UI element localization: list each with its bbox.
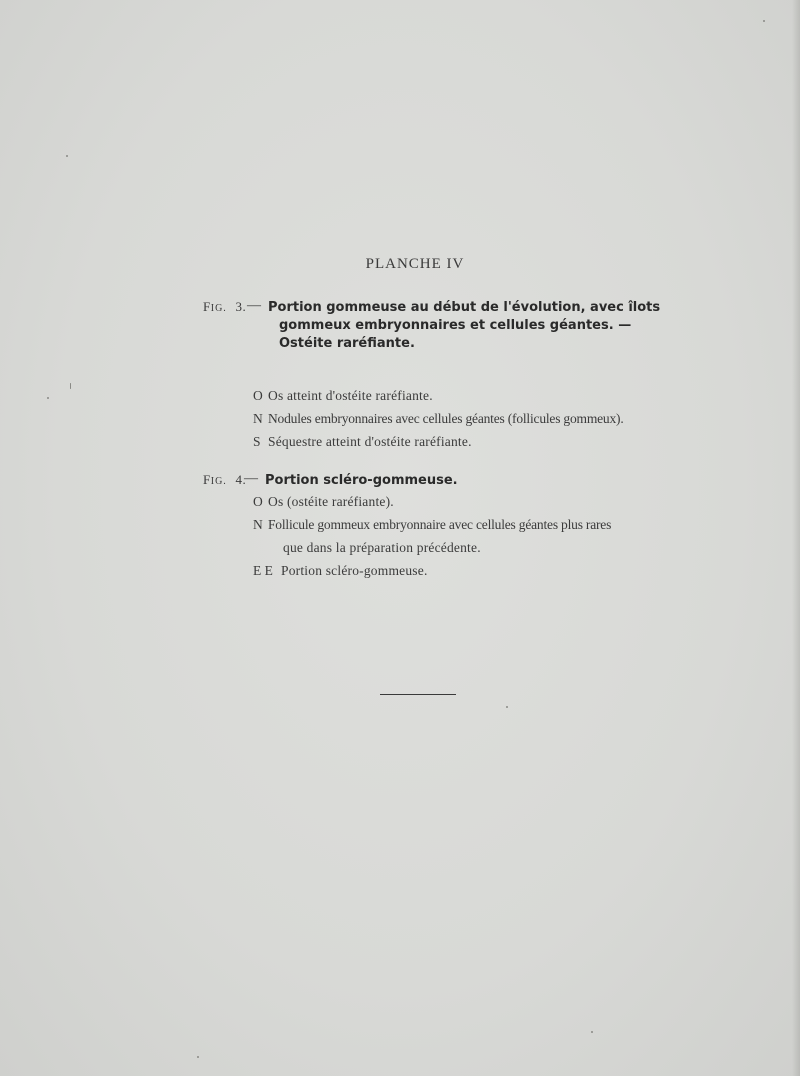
paper-speck — [197, 1056, 199, 1058]
fig4-item-letter-ee: E E — [253, 563, 273, 578]
fig4-item-text-continuation: que dans la préparation précédente. — [283, 540, 481, 555]
fig3-dash: — — [247, 298, 261, 313]
fig4-label — [203, 472, 246, 488]
fig4-label-smallcaps: IG. — [210, 476, 227, 487]
fig3-item-text-s: Séquestre atteint d'ostéite raréfiante. — [268, 434, 472, 449]
paper-speck — [66, 155, 68, 157]
paper-speck — [763, 20, 765, 22]
end-rule — [380, 694, 456, 695]
fig3-label-number: 3. — [235, 299, 247, 314]
paper-speck — [47, 397, 49, 399]
fig3-heading-line1: Portion gommeuse au début de l'évolution, avec îlots — [268, 300, 661, 315]
fig4-item-letter-o: O — [253, 494, 263, 509]
paper-speck — [506, 706, 508, 708]
fig4-label-number: 4. — [235, 472, 247, 487]
fig4-item-letter-n: N — [253, 517, 263, 532]
paper-speck — [70, 383, 71, 389]
fig3-item-letter-o: O — [253, 388, 263, 403]
paper-speck — [591, 1031, 593, 1033]
fig4-item-text-n: Follicule gommeux embryonnaire avec cellules géantes plus rares — [268, 517, 612, 532]
fig4-dash: — — [244, 471, 258, 486]
fig3-label-prefix: F — [203, 299, 211, 314]
fig3-label-smallcaps: IG. — [210, 303, 227, 314]
plate-title: PLANCHE IV — [365, 256, 465, 272]
fig3-label — [203, 299, 246, 315]
fig3-heading-line3: Ostéite raréfiante. — [279, 336, 415, 351]
fig4-heading: Portion scléro-gommeuse. — [265, 473, 458, 488]
fig3-item-letter-n: N — [253, 411, 263, 426]
fig3-item-letter-s: S — [253, 434, 261, 449]
fig4-item-text-ee: Portion scléro-gommeuse. — [281, 563, 428, 578]
fig3-heading-line2: gommeux embryonnaires et cellules géantes. — — [279, 318, 632, 333]
fig4-item-text-o: Os (ostéite raréfiante). — [268, 494, 394, 509]
fig3-item-text-o: Os atteint d'ostéite raréfiante. — [268, 388, 433, 403]
page-edge-shadow — [792, 0, 800, 1076]
fig4-label-prefix: F — [203, 472, 211, 487]
fig3-item-text-n: Nodules embryonnaires avec cellules géantes (follicules gommeux). — [268, 411, 624, 426]
